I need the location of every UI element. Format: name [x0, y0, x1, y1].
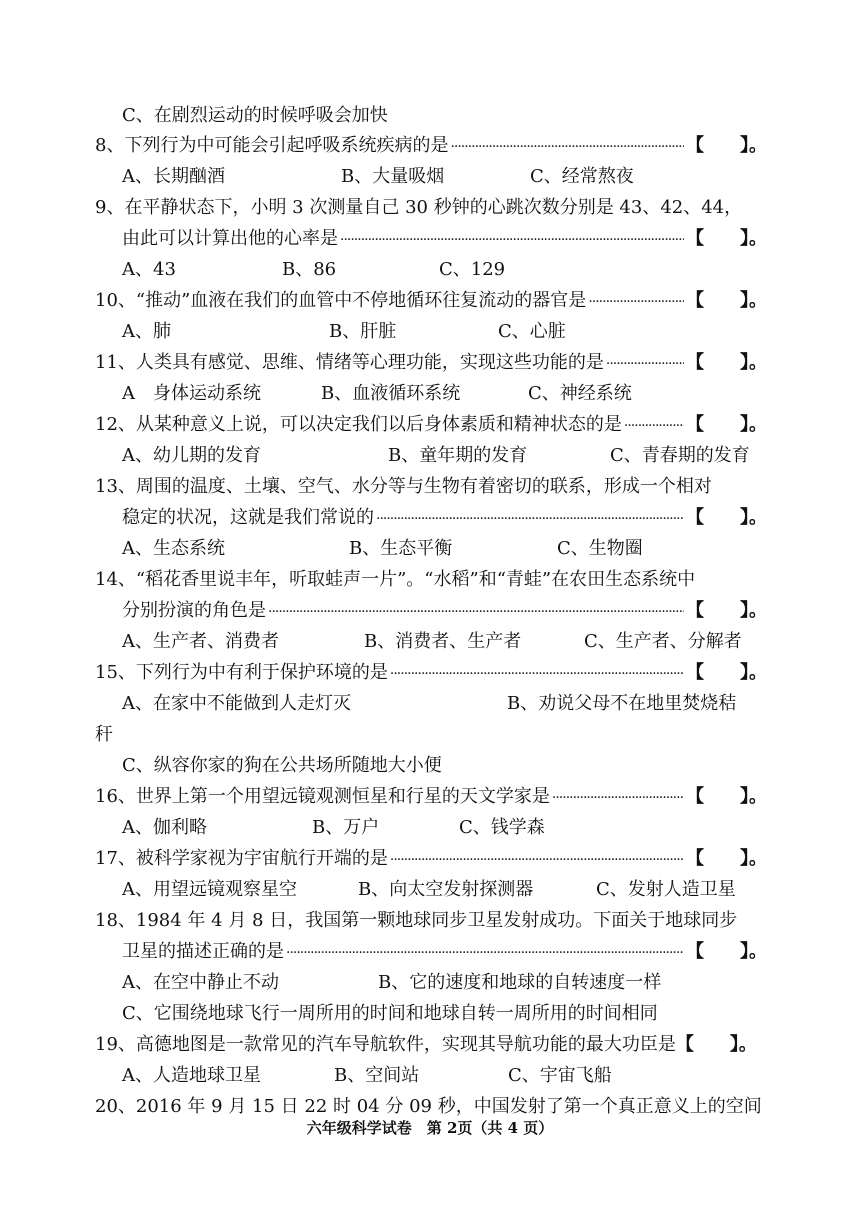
option-c: C、发射人造卫星: [596, 879, 736, 900]
option-b: B、劝说父母不在地里焚烧秸: [507, 693, 737, 714]
options-9: [122, 254, 767, 285]
question-text: 18、1984 年 4 月 8 日，我国第一颗地球同步卫星发射成功。下面关于地球同步: [95, 910, 738, 931]
leader-dots: [376, 504, 684, 535]
question-18-cont: [122, 936, 767, 967]
options-10: [122, 316, 767, 347]
options-17: [122, 874, 767, 905]
option-c: C、青春期的发育: [610, 445, 750, 466]
answer-bracket: 【 】。: [686, 414, 767, 435]
answer-bracket: 【 】。: [686, 228, 767, 249]
options-15: [122, 688, 767, 719]
option-a: A、幼儿期的发育: [122, 445, 261, 466]
answer-bracket: 【 】。: [675, 1034, 757, 1055]
question-text: 由此可以计算出他的心率是: [122, 228, 338, 249]
option-a: A、生态系统: [122, 538, 225, 559]
question-19: [95, 1029, 767, 1060]
question-text: 9、在平静状态下，小明 3 次测量自己 30 秒钟的心跳次数分别是 43、42、44，: [95, 197, 743, 218]
question-10: [95, 285, 767, 316]
options-14: [122, 626, 767, 657]
question-11: [95, 347, 767, 378]
question-17: [95, 843, 767, 874]
option-c: C、宇宙飞船: [508, 1065, 612, 1086]
question-text: 20、2016 年 9 月 15 日 22 时 04 分 09 秒，中国发射了第一个真正意义上的空间: [95, 1096, 762, 1117]
option-c: C、神经系统: [528, 383, 632, 404]
answer-bracket: 【 】。: [686, 352, 767, 373]
question-14: [95, 564, 767, 595]
question-text: 16、世界上第一个用望远镜观测恒星和行星的天文学家是: [95, 786, 550, 807]
option-b: B、消费者、生产者: [364, 631, 522, 652]
question-text: 分别扮演的角色是: [122, 600, 266, 621]
option-c: C、它围绕地球飞行一周所用的时间和地球自转一周所用的时间相同: [122, 1003, 658, 1024]
option-a: A、用望远镜观察星空: [122, 879, 297, 900]
leader-dots: [588, 287, 684, 318]
option-b: B、生态平衡: [349, 538, 453, 559]
option-a: A、在家中不能做到人走灯灭: [122, 693, 351, 714]
options-13: [122, 533, 767, 564]
question-16: [95, 781, 767, 812]
leader-dots: [552, 783, 684, 814]
options-12: [122, 440, 767, 471]
question-8: [95, 130, 767, 161]
leader-dots: [268, 597, 684, 628]
question-text: 卫星的描述正确的是: [122, 941, 284, 962]
answer-bracket: 【 】。: [686, 662, 767, 683]
answer-bracket: 【 】。: [686, 507, 767, 528]
option-a: A、生产者、消费者: [122, 631, 279, 652]
option-b: B、86: [282, 259, 337, 280]
answer-bracket: 【 】。: [686, 941, 767, 962]
option-b: B、血液循环系统: [321, 383, 461, 404]
option-c: C、生物圈: [557, 538, 643, 559]
leader-dots: [450, 132, 684, 163]
option-a: A、伽利略: [122, 817, 207, 838]
option-c: C、生产者、分解者: [584, 631, 742, 652]
question-text: 13、周围的温度、土壤、空气、水分等与生物有着密切的联系，形成一个相对: [95, 476, 712, 497]
options-15-c: [122, 750, 767, 781]
answer-bracket: 【 】。: [686, 600, 767, 621]
leader-dots: [390, 659, 684, 690]
options-8: [122, 161, 767, 192]
question-13-cont: [122, 502, 767, 533]
option-b: B、空间站: [334, 1065, 420, 1086]
option-c: C、钱学森: [459, 817, 545, 838]
options-16: [122, 812, 767, 843]
question-text: 8、下列行为中可能会引起呼吸系统疾病的是: [95, 135, 449, 156]
answer-bracket: 【 】。: [686, 290, 767, 311]
option-c: C、心脏: [498, 321, 566, 342]
option-c: C、129: [439, 259, 506, 280]
option-a: A、长期酗酒: [122, 166, 225, 187]
option-text: C、在剧烈运动的时候呼吸会加快: [122, 105, 388, 126]
question-text: 11、人类具有感觉、思维、情绪等心理功能，实现这些功能的是: [95, 352, 604, 373]
question-14-cont: [122, 595, 767, 626]
answer-bracket: 【 】。: [686, 786, 767, 807]
question-text: 15、下列行为中有利于保护环境的是: [95, 662, 388, 683]
page-footer: 六年级科学试卷 第 2页（共 4 页）: [306, 1119, 554, 1137]
leader-dots: [390, 845, 684, 876]
question-text: 19、高德地图是一款常见的汽车导航软件，实现其导航功能的最大功臣是: [95, 1034, 676, 1055]
question-15: [95, 657, 767, 688]
question-text: 17、被科学家视为宇宙航行开端的是: [95, 848, 388, 869]
question-text: 14、“稻花香里说丰年，听取蛙声一片”。“水稻”和“青蛙”在农田生态系统中: [95, 569, 696, 590]
question-9: [95, 192, 767, 223]
option-a: A、人造地球卫星: [122, 1065, 261, 1086]
option-line: [122, 100, 767, 131]
option-c: C、纵容你家的狗在公共场所随地大小便: [122, 755, 442, 776]
option-c: C、经常熬夜: [530, 166, 634, 187]
question-12: [95, 409, 767, 440]
option-b: B、肝脏: [329, 321, 397, 342]
question-text: 10、“推动”血液在我们的血管中不停地循环往复流动的器官是: [95, 290, 587, 311]
answer-bracket: 【 】。: [686, 135, 767, 156]
option-a: A、肺: [122, 321, 171, 342]
question-text: 稳定的状况，这就是我们常说的: [122, 507, 374, 528]
answer-bracket: 【 】。: [686, 848, 767, 869]
option-b: B、它的速度和地球的自转速度一样: [378, 972, 662, 993]
question-13: [95, 471, 767, 502]
option-b: B、万户: [312, 817, 380, 838]
leader-dots: [340, 225, 684, 256]
leader-dots: [606, 349, 684, 380]
question-18: [95, 905, 767, 936]
option-b-wrap: [95, 719, 113, 750]
option-a: A 身体运动系统: [122, 383, 261, 404]
options-18-c: [122, 998, 767, 1029]
option-b: B、大量吸烟: [341, 166, 445, 187]
option-b: B、向太空发射探测器: [358, 879, 534, 900]
option-a: A、43: [122, 259, 176, 280]
options-18: [122, 967, 767, 998]
question-text: 12、从某种意义上说，可以决定我们以后身体素质和精神状态的是: [95, 414, 622, 435]
options-11: [122, 378, 767, 409]
leader-dots: [624, 411, 684, 442]
option-a: A、在空中静止不动: [122, 972, 279, 993]
leader-dots: [286, 938, 684, 969]
option-b: B、童年期的发育: [388, 445, 528, 466]
question-9-cont: [122, 223, 767, 254]
options-19: [122, 1060, 767, 1091]
option-text: 秆: [95, 724, 113, 745]
